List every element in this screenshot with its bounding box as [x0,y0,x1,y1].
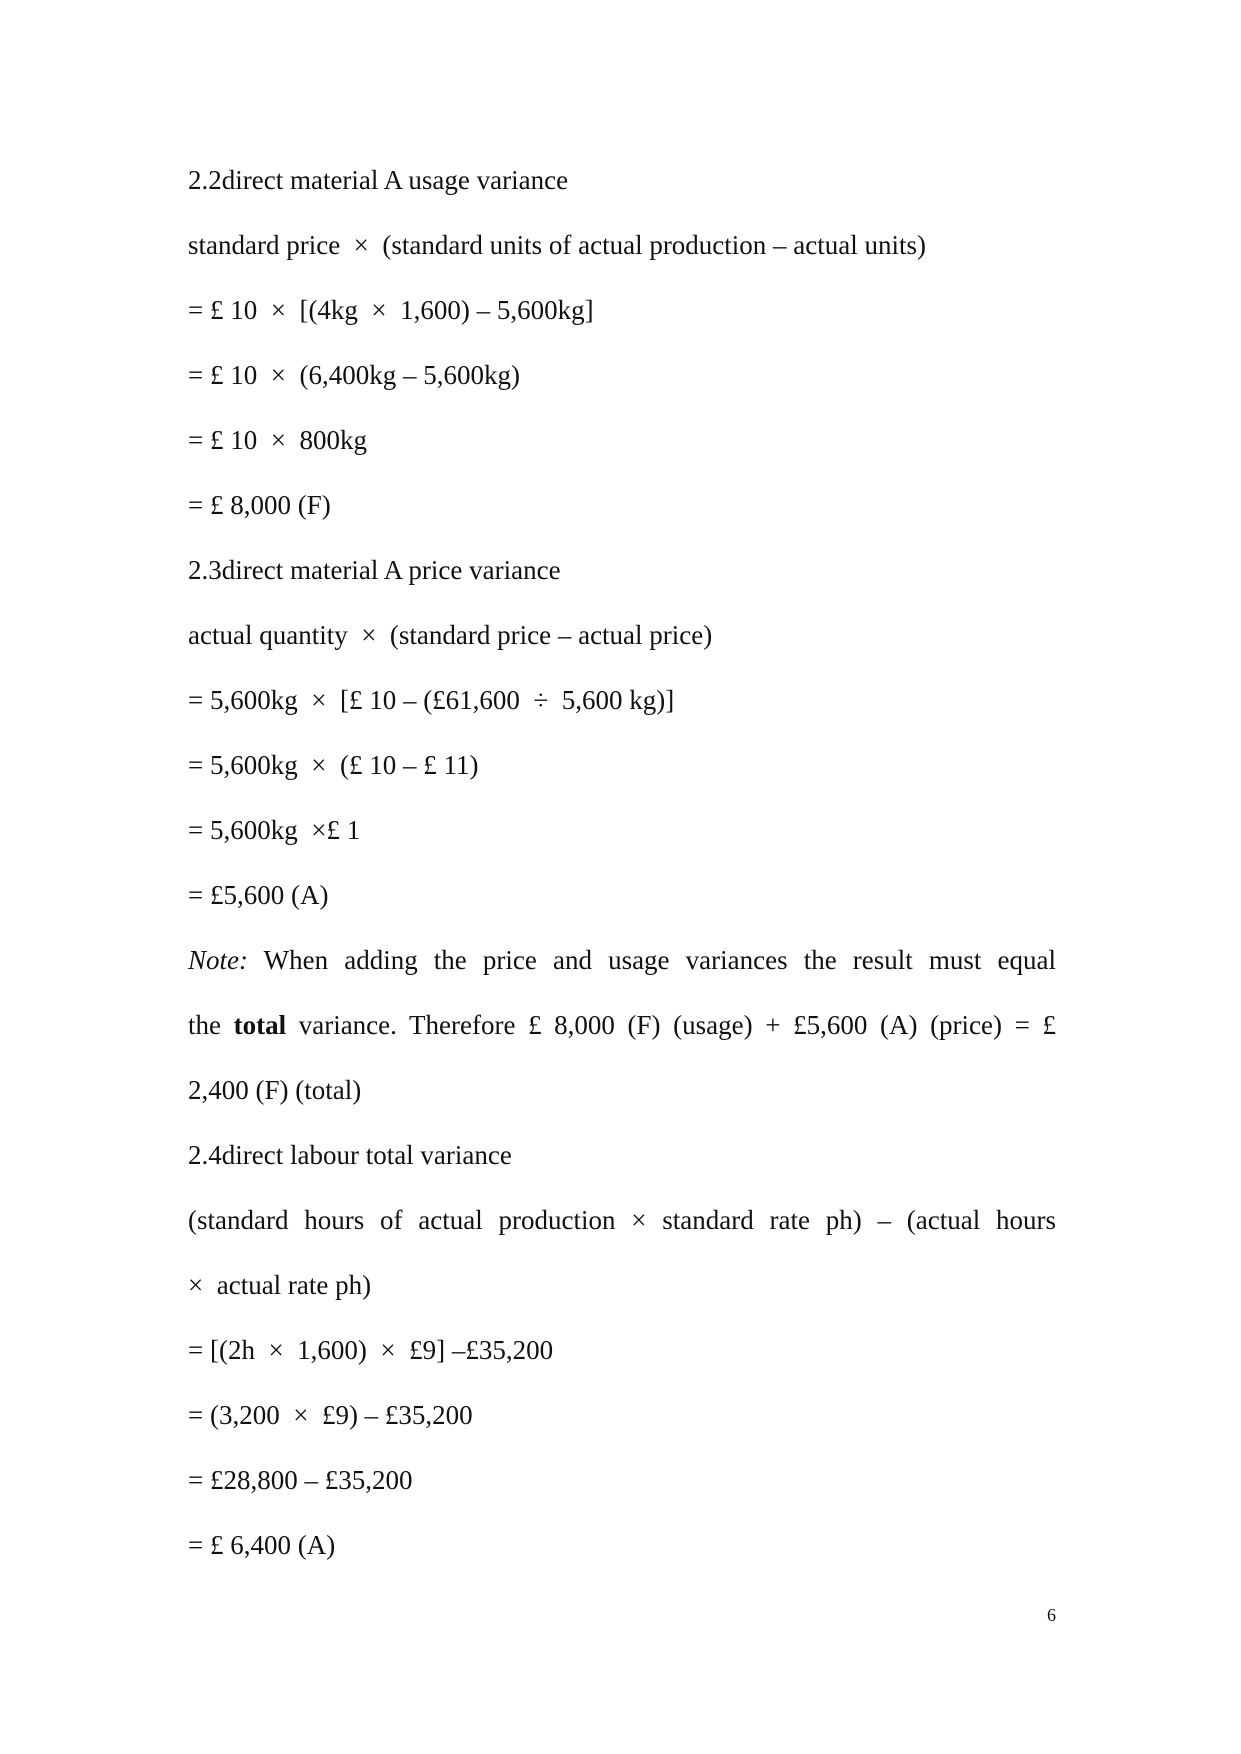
formula-line: actual quantity × (standard price – actual price) [188,620,713,650]
note-bold-word: total [233,1010,287,1040]
page-content [188,160,1056,1590]
note-text: the [188,1010,234,1040]
note-line-2 [188,1005,1056,1070]
note-text: When adding the price and usage variances the result must equal [248,945,1056,975]
calculation-line: = 5,600kg × [£ 10 – (£61,600 ÷ 5,600 kg)] [188,685,675,715]
heading-price-variance: 2.3direct material A price variance [188,555,561,585]
heading-usage-variance: 2.2direct material A usage variance [188,165,569,195]
note-text: variance. Therefore £ 8,000 (F) (usage) + £5,600 (A) (price) = £ [286,1010,1056,1040]
calculation-line: = [(2h × 1,600) × £9] –£35,200 [188,1335,554,1365]
calculation-line: = £28,800 – £35,200 [188,1465,413,1495]
page-number: 6 [1047,1605,1056,1625]
note-line-3: 2,400 (F) (total) [188,1075,362,1105]
formula-line: standard price × (standard units of actual production – actual units) [188,230,927,260]
result-line: = £5,600 (A) [188,880,329,910]
calculation-line: = (3,200 × £9) – £35,200 [188,1400,473,1430]
calculation-line: = £ 10 × [(4kg × 1,600) – 5,600kg] [188,295,594,325]
heading-labour-variance: 2.4direct labour total variance [188,1140,512,1170]
formula-line: × actual rate ph) [188,1270,372,1300]
calculation-line: = £ 10 × (6,400kg – 5,600kg) [188,360,520,390]
note-label: Note: [188,945,248,975]
result-line: = £ 8,000 (F) [188,490,331,520]
note-line-1 [188,940,1056,1005]
calculation-line: = £ 10 × 800kg [188,425,367,455]
calculation-line: = 5,600kg × (£ 10 – £ 11) [188,750,479,780]
calculation-line: = 5,600kg ×£ 1 [188,815,361,845]
result-line: = £ 6,400 (A) [188,1530,336,1560]
formula-line: (standard hours of actual production × standard rate ph) – (actual hours [188,1205,1056,1235]
